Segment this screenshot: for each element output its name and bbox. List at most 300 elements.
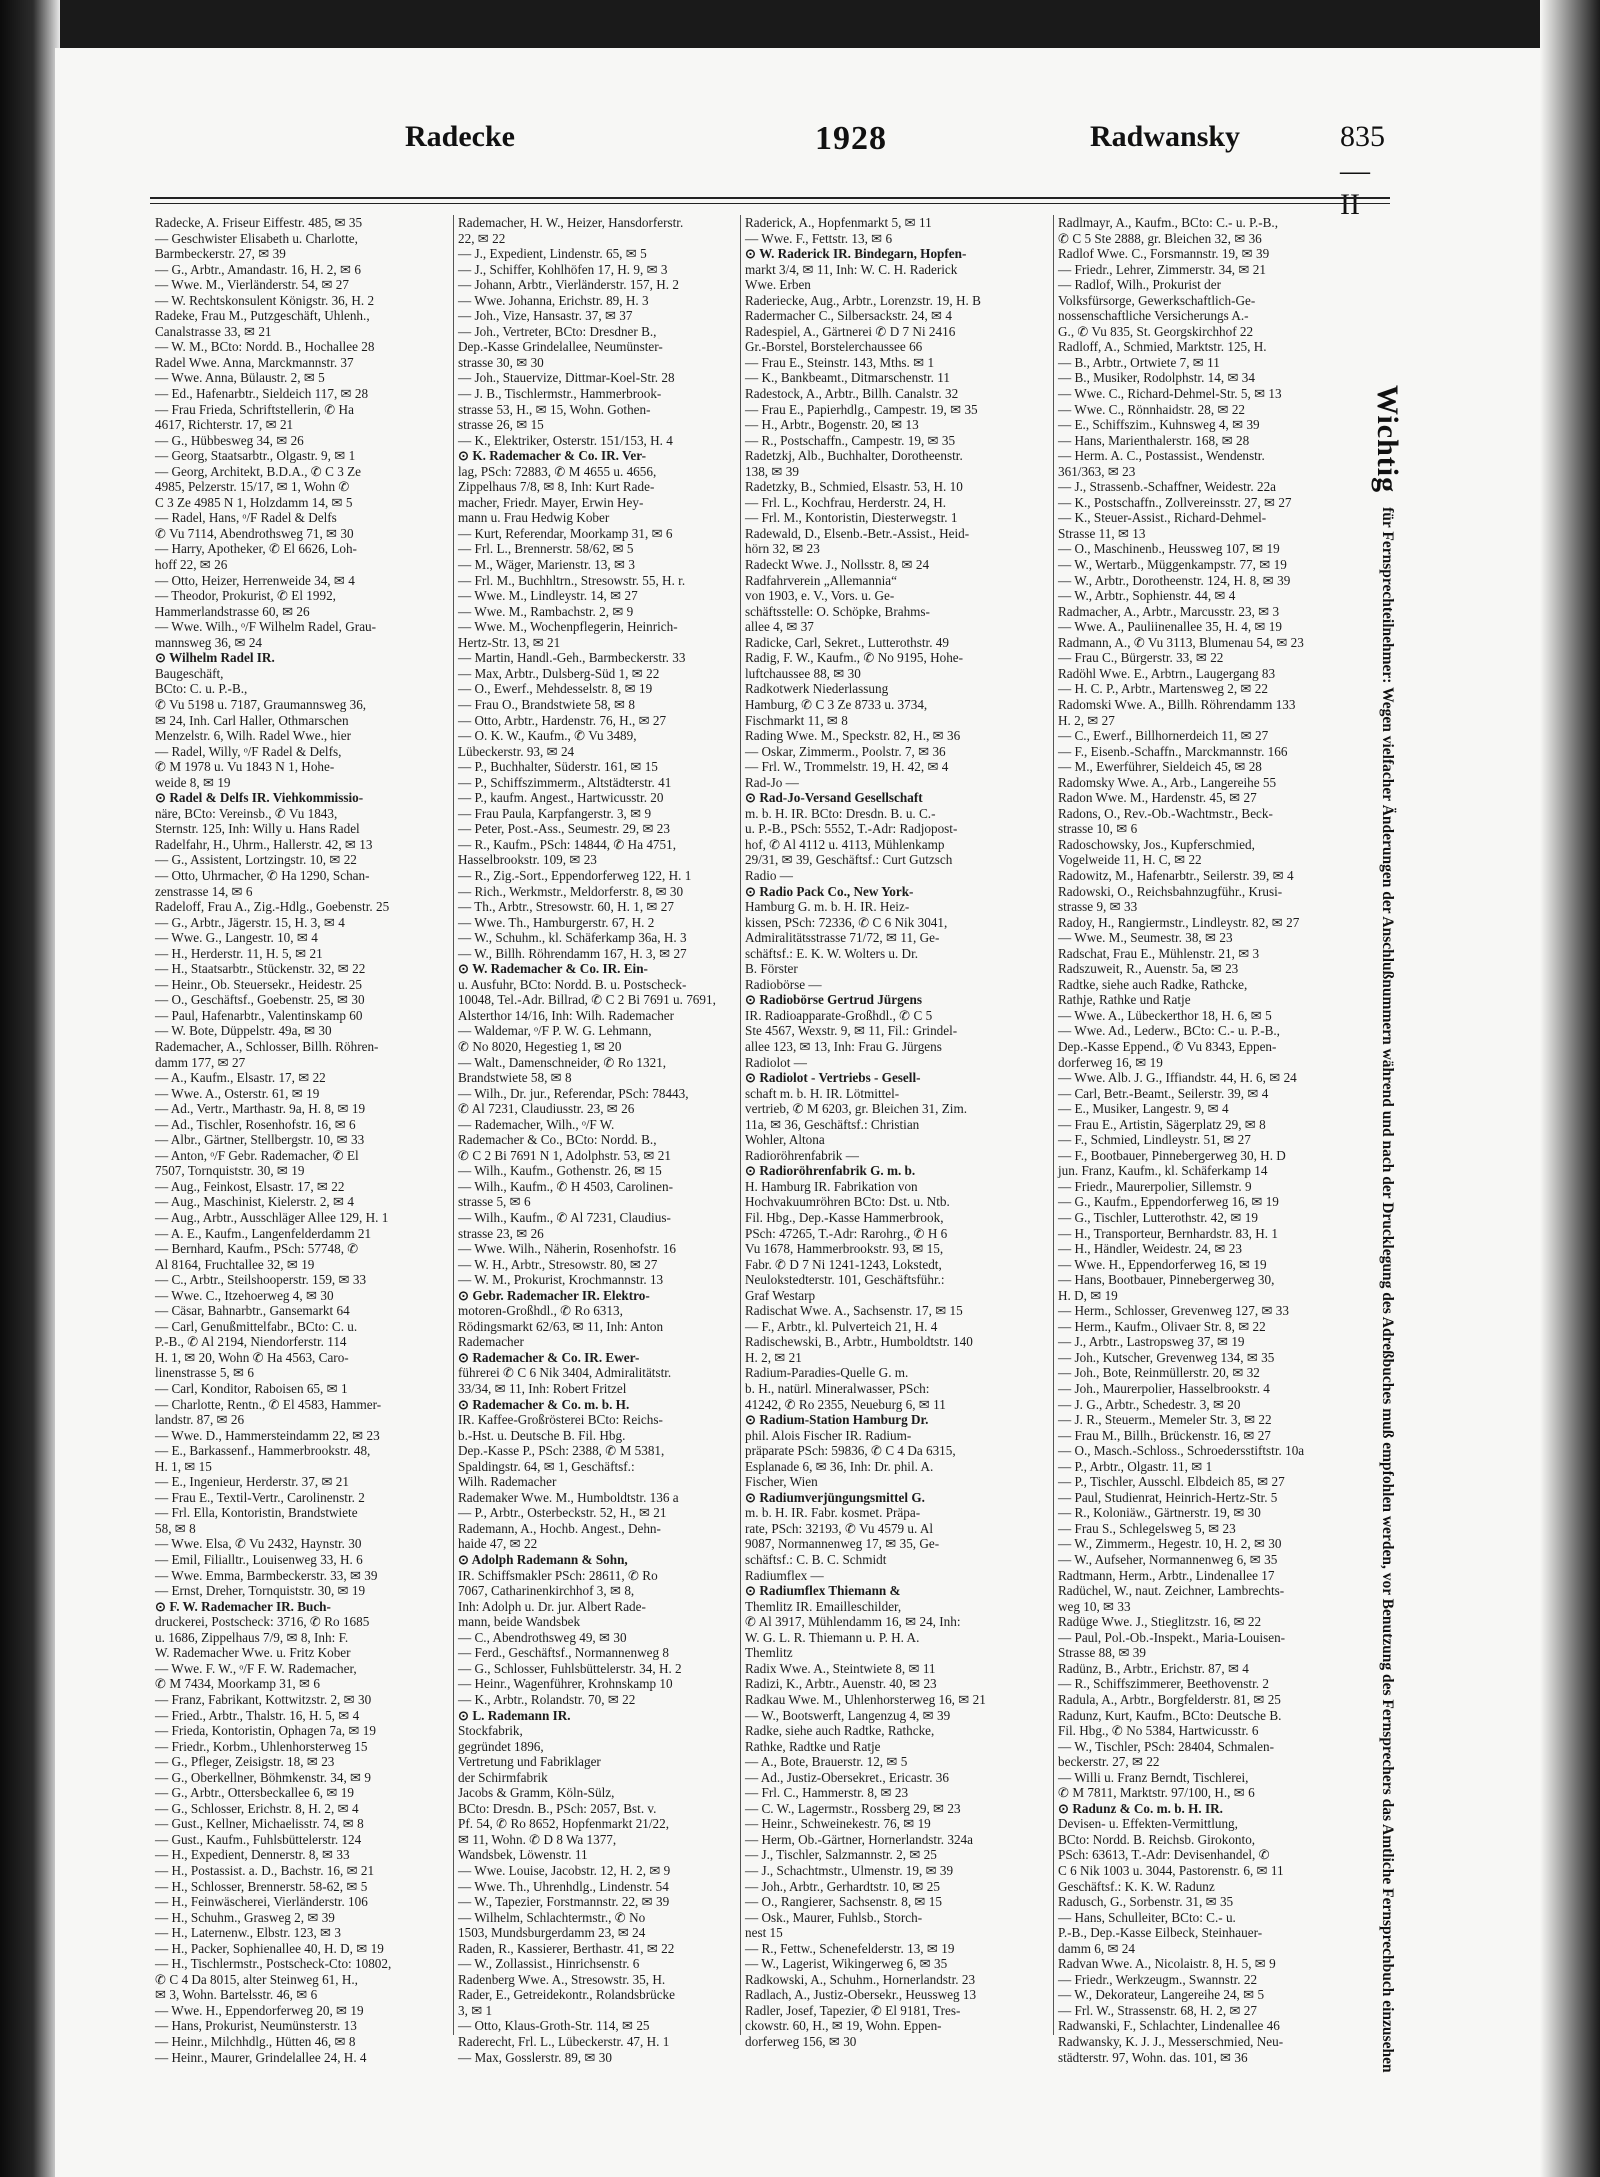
directory-entry-line: Radizi, K., Arbtr., Auenstr. 40, ✉ 23	[745, 1676, 937, 1692]
directory-entry-line: — Wwe. C., Itzehoerweg 4, ✉ 30	[155, 1287, 334, 1303]
directory-entry-line: Rader, E., Getreidekontr., Rolandsbrücke	[458, 1987, 676, 2003]
directory-entry-line: Radiobörse —	[745, 976, 822, 992]
directory-entry-line: ✆ Vu 7114, Abendrothsweg 71, ✉ 30	[155, 525, 354, 541]
directory-entry-line: markt 3/4, ✉ 11, Inh: W. C. H. Raderick	[745, 261, 958, 277]
directory-entry-line: — R., Zig.-Sort., Eppendorferweg 122, H. 1	[458, 867, 692, 883]
directory-entry-line: ⊙ L. Rademann IR.	[458, 1707, 571, 1723]
directory-entry-line: B. Förster	[745, 961, 798, 977]
directory-entry-line: — K., Postschaffn., Zollvereinsstr. 27, ✉ 27	[1058, 494, 1292, 510]
directory-entry-line: ✆ C 4 Da 8015, alter Steinweg 61, H.,	[155, 1971, 358, 1987]
directory-entry-line: — Gust., Kellner, Michaelisstr. 74, ✉ 8	[155, 1816, 364, 1832]
directory-entry-line: — Carl, Betr.-Beamt., Seilerstr. 39, ✉ 4	[1058, 1085, 1269, 1101]
directory-entry-line: — Wwe. H., Eppendorferweg 20, ✉ 19	[155, 2002, 364, 2018]
directory-entry-line: — Wwe. Louise, Jacobstr. 12, H. 2, ✉ 9	[458, 1862, 671, 1878]
directory-entry-line: Esplanade 6, ✉ 36, Inh: Dr. phil. A.	[745, 1458, 934, 1474]
directory-entry-line: luftchaussee 88, ✉ 30	[745, 665, 861, 681]
directory-entry-line: — H., Schlosser, Brennerstr. 58-62, ✉ 5	[155, 1878, 368, 1894]
directory-entry-line: W. Rademacher Wwe. u. Fritz Kober	[155, 1645, 351, 1661]
directory-entry-line: ⊙ Rademacher & Co. IR. Ewer-	[458, 1349, 640, 1365]
directory-entry-line: hof, ✆ Al 4112 u. 4113, Mühlenkamp	[745, 836, 945, 852]
directory-entry-line: — Frau O., Brandstwiete 58, ✉ 8	[458, 696, 635, 712]
directory-entry-line: ⊙ W. Raderick IR. Bindegarn, Hopfen-	[745, 246, 967, 262]
directory-entry-line: — R., Koloniäw., Gärtnerstr. 19, ✉ 30	[1058, 1505, 1261, 1521]
directory-entry-line: — G., Tischler, Lutterothstr. 42, ✉ 19	[1058, 1210, 1258, 1225]
directory-entry-line: — Albr., Gärtner, Stellbergstr. 10, ✉ 33	[155, 1132, 365, 1148]
directory-entry-line: Radons, O., Rev.-Ob.-Wachtmstr., Beck-	[1058, 805, 1273, 821]
directory-entry-line: — Hans, Prokurist, Neumünsterstr. 13	[155, 2018, 357, 2034]
directory-entry-line: — Joh., Arbtr., Gerhardtstr. 10, ✉ 25	[745, 1878, 940, 1894]
directory-entry-line: ✆ Vu 5198 u. 7187, Graumannsweg 36,	[155, 696, 367, 712]
directory-entry-line: Baugeschäft,	[155, 665, 224, 681]
side-notice-heading: Wichtig	[1371, 385, 1404, 494]
directory-entry-line: — Friedr., Werkzeugm., Swannstr. 22	[1058, 1971, 1258, 1987]
side-notice-text: für Fernsprechteilnehmer: Wegen vielfacher Änderungen der Anschlußnummern während und nach der Drucklegung des Adreßbuches muß empfohlen werden, vor Benutzung des Fernsprechers das Amtliche Fernsprechbuch einzusehen	[1379, 507, 1396, 2073]
directory-entry-line: — G., Arbtr., Amandastr. 16, H. 2, ✉ 6	[155, 261, 361, 277]
directory-entry-line: — G., Hübbesweg 34, ✉ 26	[155, 432, 304, 448]
directory-entry-line: Vertretung und Fabriklager	[458, 1754, 601, 1770]
directory-entry-line: — Wwe. Ad., Lederw., BCto: C.- u. P.-B.,	[1058, 1023, 1280, 1039]
directory-entry-line: haide 47, ✉ 22	[458, 1536, 538, 1552]
directory-entry-line: Barmbeckerstr. 27, ✉ 39	[155, 246, 286, 262]
directory-entry-line: — A., Kaufm., Elsastr. 17, ✉ 22	[155, 1070, 326, 1086]
directory-entry-line: — W. Rechtskonsulent Königstr. 36, H. 2	[155, 292, 375, 308]
directory-entry-line: Pf. 54, ✆ Ro 8652, Hopfenmarkt 21/22,	[458, 1816, 670, 1832]
directory-entry-line: Radkowski, A., Schuhm., Hornerlandstr. 23	[745, 1971, 976, 1987]
directory-entry-line: ✆ M 7434, Moorkamp 31, ✉ 6	[155, 1676, 320, 1692]
directory-entry-line: — Herm., Kaufm., Olivaer Str. 8, ✉ 22	[1058, 1318, 1266, 1334]
directory-entry-line: — Ad., Tischler, Rosenhofstr. 16, ✉ 6	[155, 1116, 356, 1132]
directory-entry-line: Sternstr. 125, Inh: Willy u. Hans Radel	[155, 821, 360, 837]
directory-entry-line: ⊙ Wilhelm Radel IR.	[155, 650, 275, 666]
directory-entry-line: weg 10, ✉ 33	[1058, 1598, 1131, 1614]
directory-entry-line: — H., Händler, Weidestr. 24, ✉ 23	[1058, 1241, 1242, 1257]
directory-entry-line: — H., Transporteur, Bernhardstr. 83, H. 1	[1058, 1225, 1278, 1241]
directory-entry-line: — Wwe. C., Richard-Dehmel-Str. 5, ✉ 13	[1058, 386, 1282, 402]
directory-entry-line: — Frau M., Billh., Brückenstr. 16, ✉ 27	[1058, 1427, 1271, 1443]
directory-entry-line: Menzelstr. 6, Wilh. Radel Wwe., hier	[155, 728, 352, 744]
directory-entry-line: — Wwe. M., Rambachstr. 2, ✉ 9	[458, 603, 634, 619]
directory-entry-line: — Wwe. Alb. J. G., Iffiandstr. 44, H. 6, ✉ 24	[1058, 1070, 1297, 1086]
directory-entry-line: Radoy, H., Rangiermstr., Lindleystr. 82, ✉ 27	[1058, 914, 1300, 930]
directory-entry-line: schäftsf.: E. K. W. Wolters u. Dr.	[745, 945, 919, 961]
directory-entry-line: Radischat Wwe. A., Sachsenstr. 17, ✉ 15	[745, 1303, 963, 1319]
directory-entry-line: — H., Tischlermstr., Postscheck-Cto: 10802,	[155, 1956, 392, 1972]
directory-entry-line: Hertz-Str. 13, ✉ 21	[458, 634, 561, 650]
directory-entry-line: — Otto, Heizer, Herrenweide 34, ✉ 4	[155, 572, 355, 588]
directory-entry-line: — Herm, Ob.-Gärtner, Hornerlandstr. 324a	[745, 1831, 973, 1847]
directory-entry-line: Themlitz	[745, 1645, 793, 1661]
directory-entry-line: — Frau E., Steinstr. 143, Mths. ✉ 1	[745, 354, 935, 370]
directory-entry-line: — W., Billh. Röhrendamm 167, H. 3, ✉ 27	[458, 945, 687, 961]
directory-entry-line: hörn 32, ✉ 23	[745, 541, 820, 557]
directory-entry-line: — Heinr., Milchhdlg., Hütten 46, ✉ 8	[155, 2033, 356, 2049]
directory-entry-line: Hammerlandstrasse 60, ✉ 26	[155, 603, 310, 619]
directory-entry-line: G., ✆ Vu 835, St. Georgskirchhof 22	[1058, 323, 1254, 339]
directory-entry-line: — Th., Arbtr., Stresowstr. 60, H. 1, ✉ 27	[458, 899, 674, 915]
directory-entry-line: — W., Schuhm., kl. Schäferkamp 36a, H. 3	[458, 930, 687, 946]
directory-entry-line: — Frl. W., Strassenstr. 68, H. 2, ✉ 27	[1058, 2002, 1257, 2018]
directory-entry-line: Hochvakuumröhren BCto: Dst. u. Ntb.	[745, 1194, 950, 1210]
directory-entry-line: — Wwe. Elsa, ✆ Vu 2432, Haynstr. 30	[155, 1536, 362, 1552]
directory-entry-line: 3, ✉ 1	[458, 2002, 493, 2018]
directory-entry-line: — P., Arbtr., Osterbeckstr. 52, H., ✉ 21	[458, 1505, 667, 1521]
directory-entry-line: — Wilh., Kaufm., ✆ H 4503, Carolinen-	[458, 1178, 674, 1194]
directory-entry-line: — Ernst, Dreher, Tornquiststr. 30, ✉ 19	[155, 1583, 366, 1599]
directory-entry-line: Radewald, D., Elsenb.-Betr.-Assist., Heid-	[745, 525, 970, 541]
header-last-entry: Radwansky	[1090, 120, 1241, 153]
directory-entry-line: — Harry, Apotheker, ✆ El 6626, Loh-	[155, 541, 357, 557]
page-number: 835—II	[1340, 120, 1385, 221]
directory-entry-line: Radwanski, F., Schlachter, Lindenallee 46	[1058, 2018, 1280, 2034]
directory-entry-line: Radermacher C., Silbersackstr. 24, ✉ 4	[745, 308, 952, 324]
directory-entry-line: Radowitz, M., Hafenarbtr., Seilerstr. 39, ✉ 4	[1058, 867, 1294, 883]
directory-entry-line: Rademacher	[458, 1334, 524, 1350]
directory-entry-line: — Paul, Pol.-Ob.-Inspekt., Maria-Louisen-	[1058, 1629, 1286, 1645]
directory-entry-line: Wandsbek, Löwenstr. 11	[458, 1847, 588, 1863]
directory-entry-line: — Wwe. F. W., ᵒ/F F. W. Rademacher,	[155, 1660, 357, 1676]
directory-entry-line: Fil. Hbg., Dep.-Kasse Hammerbrook,	[745, 1210, 944, 1225]
directory-entry-line: Radüchel, W., naut. Zeichner, Lambrechts-	[1058, 1583, 1285, 1599]
directory-entry-line: — W. H., Arbtr., Stresowstr. 80, ✉ 27	[458, 1256, 658, 1272]
directory-entry-line: 58, ✉ 8	[155, 1520, 196, 1536]
directory-entry-line: Radetzkj, Alb., Buchhalter, Dorotheenstr.	[745, 448, 963, 464]
directory-entry-line: Radomski Wwe. A., Billh. Röhrendamm 133	[1058, 696, 1296, 712]
directory-entry-line: H. 2, ✉ 21	[745, 1349, 802, 1365]
directory-entry-line: allee 4, ✉ 37	[745, 619, 814, 635]
directory-entry-line: — R., Postschaffn., Campestr. 19, ✉ 35	[745, 432, 956, 448]
directory-entry-line: IR. Kaffee-Großrösterei BCto: Reichs-	[458, 1412, 663, 1428]
directory-entry-line: 29/31, ✉ 39, Geschäftsf.: Curt Gutzsch	[745, 852, 953, 868]
directory-entry-line: — Joh., Stauervize, Dittmar-Koel-Str. 28	[458, 370, 675, 386]
directory-entry-line: Raderick, A., Hopfenmarkt 5, ✉ 11	[745, 215, 932, 230]
directory-entry-line: druckerei, Postscheck: 3716, ✆ Ro 1685	[155, 1614, 370, 1630]
directory-entry-line: Radelfahr, H., Uhrm., Hallerstr. 42, ✉ 13	[155, 836, 373, 852]
directory-entry-line: strasse 26, ✉ 15	[458, 417, 544, 433]
directory-entry-line: 10048, Tel.-Adr. Billrad, ✆ C 2 Bi 7691 u. 7691,	[458, 992, 716, 1008]
directory-entry-line: — O., Masch.-Schloss., Schroedersstiftstr. 10a	[1058, 1443, 1305, 1459]
column-divider	[740, 215, 741, 2035]
directory-entry-line: P.-B., ✆ Al 2194, Niendorferstr. 114	[155, 1334, 347, 1350]
directory-entry-line: Rading Wwe. M., Speckstr. 82, H., ✉ 36	[745, 728, 961, 744]
directory-entry-line: — R., Schiffszimmerer, Beethovenstr. 2	[1058, 1676, 1269, 1692]
directory-entry-line: — Paul, Studienrat, Heinrich-Hertz-Str. 5	[1058, 1489, 1278, 1505]
directory-entry-line: Neulokstedterstr. 101, Geschäftsführ.:	[745, 1272, 945, 1288]
directory-entry-line: — M., Wäger, Marienstr. 13, ✉ 3	[458, 557, 635, 573]
directory-entry-line: Rathke, Radtke und Ratje	[745, 1738, 881, 1754]
directory-entry-line: — Rademacher, Wilh., ᵒ/F W.	[458, 1116, 615, 1132]
directory-entry-line: — Herm. A. C., Postassist., Wendenstr.	[1058, 448, 1265, 464]
directory-entry-line: PSch: 63613, T.-Adr: Devisenhandel, ✆	[1058, 1847, 1270, 1863]
directory-entry-line: — F., Eisenb.-Schaffn., Marckmannstr. 166	[1058, 743, 1288, 759]
directory-entry-line: P.-B., Dep.-Kasse Eilbeck, Steinhauer-	[1058, 1925, 1263, 1941]
directory-entry-line: Radon Wwe. M., Hardenstr. 45, ✉ 27	[1058, 790, 1257, 806]
directory-entry-line: Radusch, G., Sorbenstr. 31, ✉ 35	[1058, 1894, 1234, 1910]
directory-entry-line: — R., Fettw., Schenefelderstr. 13, ✉ 19	[745, 1940, 955, 1956]
directory-entry-line: Radtmann, Herm., Arbtr., Lindenallee 17	[1058, 1567, 1275, 1583]
directory-entry-line: ✆ M 1978 u. Vu 1843 N 1, Hohe-	[155, 759, 335, 775]
directory-entry-line: ⊙ Radium-Station Hamburg Dr.	[745, 1412, 929, 1428]
directory-entry-line: — P., kaufm. Angest., Hartwicusstr. 20	[458, 790, 664, 806]
directory-entry-line: ⊙ Rad-Jo-Versand Gesellschaft	[745, 790, 923, 806]
directory-entry-line: PSch: 47265, T.-Adr: Rarohrg., ✆ H 6	[745, 1225, 948, 1241]
directory-entry-line: — Wwe. Johanna, Erichstr. 89, H. 3	[458, 292, 649, 308]
directory-entry-line: C 6 Nik 1003 u. 3044, Pastorenstr. 6, ✉ 11	[1058, 1862, 1284, 1878]
directory-entry-line: — Frau E., Textil-Vertr., Carolinenstr. 2	[155, 1489, 365, 1505]
directory-entry-line: kissen, PSch: 72336, ✆ C 6 Nik 3041,	[745, 914, 948, 930]
directory-entry-line: ✆ Al 7231, Claudiusstr. 23, ✉ 26	[458, 1101, 635, 1117]
directory-entry-line: 33/34, ✉ 11, Inh: Robert Fritzel	[458, 1381, 627, 1397]
directory-entry-line: Lübeckerstr. 93, ✉ 24	[458, 743, 575, 759]
directory-entry-line: — Wwe. A., Lübeckerthor 18, H. 6, ✉ 5	[1058, 1007, 1272, 1023]
directory-entry-line: Al 8164, Fruchtallee 32, ✉ 19	[155, 1256, 315, 1272]
directory-entry-line: — W., Lagerist, Wikingerweg 6, ✉ 35	[745, 1956, 948, 1972]
directory-entry-line: Radespiel, A., Gärtnerei ✆ D 7 Ni 2416	[745, 323, 956, 339]
directory-entry-line: Radwansky, K. J. J., Messerschmied, Neu-	[1058, 2033, 1284, 2049]
directory-entry-line: — Joh., Bote, Reinmüllerstr. 20, ✉ 32	[1058, 1365, 1260, 1381]
directory-entry-line: — W. M., BCto: Nordd. B., Hochallee 28	[155, 339, 375, 355]
directory-entry-line: — Theodor, Prokurist, ✆ El 1992,	[155, 588, 336, 604]
directory-entry-line: m. b. H. IR. BCto: Dresdn. B. u. C.-	[745, 805, 936, 821]
directory-entry-line: — H., Expedient, Dennerstr. 8, ✉ 33	[155, 1847, 350, 1863]
directory-entry-line: m. b. H. IR. Fabr. kosmet. Präpa-	[745, 1505, 921, 1521]
directory-entry-line: — Joh., Kutscher, Grevenweg 134, ✉ 35	[1058, 1349, 1275, 1365]
directory-entry-line: Rademaker Wwe. M., Humboldtstr. 136 a	[458, 1489, 679, 1505]
directory-entry-line: — F., Schmied, Lindleystr. 51, ✉ 27	[1058, 1132, 1251, 1148]
directory-entry-line: — R., Kaufm., PSch: 14844, ✆ Ha 4751,	[458, 836, 677, 852]
directory-entry-line: — Ferd., Geschäftsf., Normannenweg 8	[458, 1645, 669, 1661]
directory-entry-line: vertrieb, ✆ M 6203, gr. Bleichen 31, Zim.	[745, 1101, 968, 1117]
directory-entry-line: — Max, Arbtr., Dulsberg-Süd 1, ✉ 22	[458, 665, 660, 681]
directory-entry-line: — Wwe. Anna, Bülaustr. 2, ✉ 5	[155, 370, 325, 386]
directory-entry-line: Radomsky Wwe. A., Arb., Langereihe 55	[1058, 774, 1277, 790]
directory-entry-line: 22, ✉ 22	[458, 230, 506, 246]
directory-entry-line: — O., Ewerf., Mehdesselstr. 8, ✉ 19	[458, 681, 653, 697]
directory-entry-line: — Wilh., Dr. jur., Referendar, PSch: 78443,	[458, 1085, 689, 1101]
header-first-entry: Radecke	[405, 120, 515, 153]
directory-entry-line: IR. Schiffsmakler PSch: 28611, ✆ Ro	[458, 1567, 658, 1583]
directory-entry-line: Radunz, Kurt, Kaufm., BCto: Deutsche B.	[1058, 1707, 1282, 1723]
directory-entry-line: ✆ Al 3917, Mühlendamm 16, ✉ 24, Inh:	[745, 1614, 961, 1630]
directory-entry-line: — O., Geschäftsf., Goebenstr. 25, ✉ 30	[155, 992, 365, 1008]
directory-entry-line: Dep.-Kasse P., PSch: 2388, ✆ M 5381,	[458, 1443, 665, 1459]
directory-entry-line: strasse 53, H., ✉ 15, Wohn. Gothen-	[458, 401, 651, 417]
directory-entry-line: — Osk., Maurer, Fuhlsb., Storch-	[745, 1909, 923, 1925]
directory-entry-line: — P., Schiffszimmerm., Altstädterstr. 41	[458, 774, 672, 790]
directory-entry-line: — P., Tischler, Ausschl. Elbdeich 85, ✉ 27	[1058, 1474, 1285, 1490]
directory-entry-line: — Frau C., Bürgerstr. 33, ✉ 22	[1058, 650, 1224, 666]
directory-entry-line: Vogelweide 11, H. C, ✉ 22	[1058, 852, 1202, 868]
directory-entry-line: Radschat, Frau E., Mühlenstr. 21, ✉ 3	[1058, 945, 1260, 961]
directory-entry-line: Radetzky, B., Schmied, Elsastr. 53, H. 10	[745, 479, 963, 495]
directory-entry-line: Radiumflex —	[745, 1567, 824, 1583]
directory-entry-line: — Otto, Klaus-Groth-Str. 114, ✉ 25	[458, 2018, 650, 2034]
directory-entry-line: Rathje, Rathke und Ratje	[1058, 992, 1191, 1008]
directory-entry-line: — W., Tapezier, Forstmannstr. 22, ✉ 39	[458, 1894, 670, 1910]
directory-entry-line: — J. B., Tischlermstr., Hammerbrook-	[458, 386, 662, 402]
directory-entry-line: Radoschowsky, Jos., Kupferschmied,	[1058, 836, 1255, 852]
directory-entry-line: 7507, Tornquiststr. 30, ✉ 19	[155, 1163, 305, 1179]
directory-entry-line: Radüge Wwe. J., Stieglitzstr. 16, ✉ 22	[1058, 1614, 1262, 1630]
directory-entry-line: — C., Ewerf., Billhornerdeich 11, ✉ 27	[1058, 728, 1269, 744]
directory-entry-line: präparate PSch: 59836, ✆ C 4 Da 6315,	[745, 1443, 956, 1459]
directory-entry-line: 138, ✉ 39	[745, 463, 799, 479]
directory-entry-line: — G., Pfleger, Zeisigstr. 18, ✉ 23	[155, 1754, 335, 1770]
directory-entry-line: — Herm., Schlosser, Grevenweg 127, ✉ 33	[1058, 1303, 1289, 1319]
directory-entry-line: ⊙ Radio Pack Co., New York-	[745, 883, 914, 899]
directory-entry-line: ⊙ W. Rademacher & Co. IR. Ein-	[458, 961, 648, 977]
directory-entry-line: ✉ 11, Wohn. ✆ D 8 Wa 1377,	[458, 1831, 617, 1847]
directory-entry-line: Spaldingstr. 64, ✉ 1, Geschäftsf.:	[458, 1458, 635, 1474]
directory-entry-line: — Wwe. C., Rönnhaidstr. 28, ✉ 22	[1058, 401, 1246, 417]
directory-entry-line: — Max, Gosslerstr. 89, ✉ 30	[458, 2049, 612, 2065]
directory-entry-line: Devisen- u. Effekten-Vermittlung,	[1058, 1816, 1238, 1832]
directory-entry-line: — W., Aufseher, Normannenweg 6, ✉ 35	[1058, 1552, 1278, 1568]
directory-entry-line: IR. Radioapparate-Großhdl., ✆ C 5	[745, 1007, 933, 1023]
directory-entry-line: motoren-Großhdl., ✆ Ro 6313,	[458, 1303, 623, 1319]
page-header	[95, 120, 1385, 221]
directory-entry-line: Radeckt Wwe. J., Nollsstr. 8, ✉ 24	[745, 557, 930, 573]
directory-entry-line: BCto: Dresdn. B., PSch: 2057, Bst. v.	[458, 1800, 657, 1816]
directory-entry-line: von 1903, e. V., Vors. u. Ge-	[745, 588, 895, 604]
directory-entry-line: 9087, Normannenweg 17, ✉ 35, Ge-	[745, 1536, 940, 1552]
directory-entry-line: — Wwe. H., Eppendorferweg 16, ✉ 19	[1058, 1256, 1267, 1272]
directory-entry-line: Ste 4567, Wexstr. 9, ✉ 11, Fil.: Grindel-	[745, 1023, 958, 1039]
directory-entry-line: jun. Franz, Kaufm., kl. Schäferkamp 14	[1058, 1163, 1268, 1179]
directory-entry-line: mannsweg 36, ✉ 24	[155, 634, 263, 650]
directory-entry-line: H. Hamburg IR. Fabrikation von	[745, 1178, 918, 1194]
directory-entry-line: H. 1, ✉ 20, Wohn ✆ Ha 4563, Caro-	[155, 1349, 349, 1365]
directory-entry-line: — Frl. W., Trommelstr. 19, H. 42, ✉ 4	[745, 759, 949, 775]
directory-entry-line: Radel Wwe. Anna, Marckmannstr. 37	[155, 354, 354, 370]
directory-entry-line: — G., Schlosser, Erichstr. 8, H. 2, ✉ 4	[155, 1800, 359, 1816]
directory-entry-line: — Frieda, Kontoristin, Ophagen 7a, ✉ 19	[155, 1723, 376, 1739]
directory-entry-line: schäftsf.: C. B. C. Schmidt	[745, 1552, 887, 1568]
directory-entry-line: — Peter, Post.-Ass., Seumestr. 29, ✉ 23	[458, 821, 670, 837]
directory-entry-line: strasse 23, ✉ 26	[458, 1225, 544, 1241]
directory-entry-line: — Frau Frieda, Schriftstellerin, ✆ Ha	[155, 401, 354, 417]
directory-entry-line: u. 1686, Zippelhaus 7/9, ✉ 8, Inh: F.	[155, 1629, 349, 1645]
directory-entry-line: — Frl. Ella, Kontoristin, Brandstwiete	[155, 1505, 358, 1521]
directory-entry-line: — Wwe. A., Pauliinenallee 35, H. 4, ✉ 19	[1058, 619, 1282, 635]
directory-entry-line: — W., Zimmerm., Hegestr. 10, H. 2, ✉ 30	[1058, 1536, 1282, 1552]
directory-entry-line: — K., Arbtr., Rolandstr. 70, ✉ 22	[458, 1691, 636, 1707]
directory-entry-line: — E., Ingenieur, Herderstr. 37, ✉ 21	[155, 1474, 349, 1490]
directory-entry-line: Rad-Jo —	[745, 774, 799, 790]
directory-entry-line: — A., Bote, Brauerstr. 12, ✉ 5	[745, 1754, 908, 1770]
directory-entry-line: — J., Expedient, Lindenstr. 65, ✉ 5	[458, 246, 647, 262]
directory-entry-line: Zippelhaus 7/8, ✉ 8, Inh: Kurt Rade-	[458, 479, 655, 495]
directory-entry-line: Rademacher, H. W., Heizer, Hansdorferstr.	[458, 215, 684, 230]
directory-entry-line: Rödingsmarkt 62/63, ✉ 11, Inh: Anton	[458, 1318, 664, 1334]
directory-entry-line: der Schirmfabrik	[458, 1769, 548, 1785]
directory-entry-line: Rademacher, A., Schlosser, Billh. Röhren-	[155, 1038, 379, 1054]
directory-entry-line: — J. G., Arbtr., Schedestr. 3, ✉ 20	[1058, 1396, 1241, 1412]
directory-entry-line: ⊙ Gebr. Rademacher IR. Elektro-	[458, 1287, 650, 1303]
directory-entry-line: — E., Barkassenf., Hammerbrookstr. 48,	[155, 1443, 371, 1459]
directory-entry-line: — G., Oberkellner, Böhmkenstr. 34, ✉ 9	[155, 1769, 371, 1785]
directory-entry-line: — Frau Paula, Karpfangerstr. 3, ✉ 9	[458, 805, 652, 821]
directory-entry-line: — W. Bote, Düppelstr. 49a, ✉ 30	[155, 1023, 332, 1039]
directory-entry-line: — Friedr., Maurerpolier, Sillemstr. 9	[1058, 1178, 1252, 1194]
directory-entry-line: — Ed., Hafenarbtr., Sieldeich 117, ✉ 28	[155, 386, 369, 402]
directory-entry-line: Radestock, A., Arbtr., Billh. Canalstr. 32	[745, 386, 959, 402]
directory-entry-line: nest 15	[745, 1925, 783, 1941]
directory-entry-line: Raderecht, Frl. L., Lübeckerstr. 47, H. 1	[458, 2033, 670, 2049]
directory-entry-line: — Wilhelm, Schlachtermstr., ✆ No	[458, 1909, 646, 1925]
directory-entry-line: — Aug., Feinkost, Elsastr. 17, ✉ 22	[155, 1178, 345, 1194]
directory-entry-line: ⊙ Radiumflex Thiemann &	[745, 1583, 901, 1599]
directory-entry-line: — B., Musiker, Rodolphstr. 14, ✉ 34	[1058, 370, 1255, 386]
directory-entry-line: — W., Zollassist., Hinrichsenstr. 6	[458, 1956, 640, 1972]
directory-entry-line: — F., Bootbauer, Pinnebergerweg 30, H. D	[1058, 1147, 1286, 1163]
directory-entry-line: — H., Schuhm., Grasweg 2, ✉ 39	[155, 1909, 335, 1925]
directory-entry-line: Radvan Wwe. A., Nicolaistr. 8, H. 5, ✉ 9	[1058, 1956, 1276, 1972]
directory-entry-line: — H., Packer, Sophienallee 40, H. D, ✉ 19	[155, 1940, 384, 1956]
directory-entry-line: — M., Ewerführer, Sieldeich 45, ✉ 28	[1058, 759, 1262, 775]
directory-entry-line: Wohler, Altona	[745, 1132, 825, 1148]
directory-entry-line: — C., Arbtr., Steilshooperstr. 159, ✉ 33	[155, 1272, 367, 1288]
directory-entry-line: — W. M., Prokurist, Krochmannstr. 13	[458, 1272, 664, 1288]
directory-entry-line: ✉ 24, Inh. Carl Haller, Othmarschen	[155, 712, 349, 728]
directory-entry-line: allee 123, ✉ 13, Inh: Frau G. Jürgens	[745, 1038, 942, 1054]
directory-entry-line: — Charlotte, Rentn., ✆ El 4583, Hammer-	[155, 1396, 382, 1412]
column-divider	[453, 215, 454, 2035]
directory-entry-line: Radischewski, B., Arbtr., Humboldtstr. 140	[745, 1334, 973, 1350]
directory-entry-line: Radszuweit, R., Auenstr. 5a, ✉ 23	[1058, 961, 1239, 977]
directory-entry-line: Themlitz IR. Emailleschilder,	[745, 1598, 902, 1614]
directory-entry-line: — G., Arbtr., Ottersbeckallee 6, ✉ 19	[155, 1785, 354, 1801]
directory-entry-line: strasse 10, ✉ 6	[1058, 821, 1138, 837]
directory-entry-line: Rademacher & Co., BCto: Nordd. B.,	[458, 1132, 657, 1148]
directory-entry-line: nossenschaftliche Versicherungs A.-	[1058, 308, 1249, 324]
directory-entry-line: — Hans, Bootbauer, Pinnebergerweg 30,	[1058, 1272, 1275, 1288]
directory-entry-line: Strasse 11, ✉ 13	[1058, 525, 1146, 541]
directory-entry-line: — Frau S., Schlegelsweg 5, ✉ 23	[1058, 1520, 1236, 1536]
directory-entry-line: — Wwe. Emma, Barmbeckerstr. 33, ✉ 39	[155, 1567, 378, 1583]
directory-entry-line: — W., Arbtr., Dorotheenstr. 124, H. 8, ✉ 39	[1058, 572, 1291, 588]
directory-entry-line: Radfahrverein „Allemannia“	[745, 572, 897, 588]
directory-entry-line: ✉ 3, Wohn. Bartelsstr. 46, ✉ 6	[155, 1987, 318, 2003]
directory-entry-line: 7067, Catharinenkirchhof 3, ✉ 8,	[458, 1583, 635, 1599]
directory-entry-line: Dep.-Kasse Eppend., ✆ Vu 8343, Eppen-	[1058, 1038, 1277, 1054]
directory-entry-line: — Geschwister Elisabeth u. Charlotte,	[155, 230, 358, 246]
directory-entry-line: — K., Elektriker, Osterstr. 151/153, H. 4	[458, 432, 673, 448]
directory-column-3	[745, 215, 1045, 2049]
directory-entry-line: — Wwe. G., Langestr. 10, ✉ 4	[155, 930, 318, 946]
directory-entry-line: 1503, Mundsburgerdamm 23, ✉ 24	[458, 1925, 646, 1941]
directory-entry-line: — Wwe. M., Seumestr. 38, ✉ 23	[1058, 930, 1233, 946]
directory-entry-line: — W., Wertarb., Müggenkampstr. 77, ✉ 19	[1058, 557, 1287, 573]
header-year: 1928	[815, 120, 887, 157]
directory-entry-line: — Aug., Arbtr., Ausschläger Allee 129, H. 1	[155, 1210, 389, 1225]
directory-entry-line: — Carl, Genußmittelfabr., BCto: C. u.	[155, 1318, 358, 1334]
directory-entry-line: beckerstr. 27, ✉ 22	[1058, 1754, 1160, 1770]
directory-entry-line: H. 1, ✉ 15	[155, 1458, 212, 1474]
directory-entry-line: ✆ M 7811, Marktstr. 97/100, H., ✉ 6	[1058, 1785, 1255, 1801]
directory-entry-line: — Wwe. M., Lindleystr. 14, ✉ 27	[458, 588, 638, 604]
directory-entry-line: 361/363, ✉ 23	[1058, 463, 1136, 479]
directory-entry-line: Radula, A., Arbtr., Borgfelderstr. 81, ✉ 25	[1058, 1691, 1281, 1707]
directory-entry-line: Radler, Josef, Tapezier, ✆ El 9181, Tres-	[745, 2002, 961, 2018]
directory-entry-line: Gr.-Borstel, Borstelerchaussee 66	[745, 339, 923, 355]
directory-entry-line: — Emil, Filialltr., Louisenweg 33, H. 6	[155, 1552, 363, 1568]
directory-entry-line: rate, PSch: 32193, ✆ Vu 4579 u. Al	[745, 1520, 934, 1536]
directory-entry-line: Radünz, B., Arbtr., Erichstr. 87, ✉ 4	[1058, 1660, 1249, 1676]
directory-entry-line: Rademann, A., Hochb. Angest., Dehn-	[458, 1520, 661, 1536]
directory-entry-line: — H., Arbtr., Bogenstr. 20, ✉ 13	[745, 417, 919, 433]
directory-entry-line: — Frau E., Papierhdlg., Campestr. 19, ✉ 35	[745, 401, 978, 417]
directory-entry-line: — Ad., Vertr., Marthastr. 9a, H. 8, ✉ 19	[155, 1101, 366, 1117]
